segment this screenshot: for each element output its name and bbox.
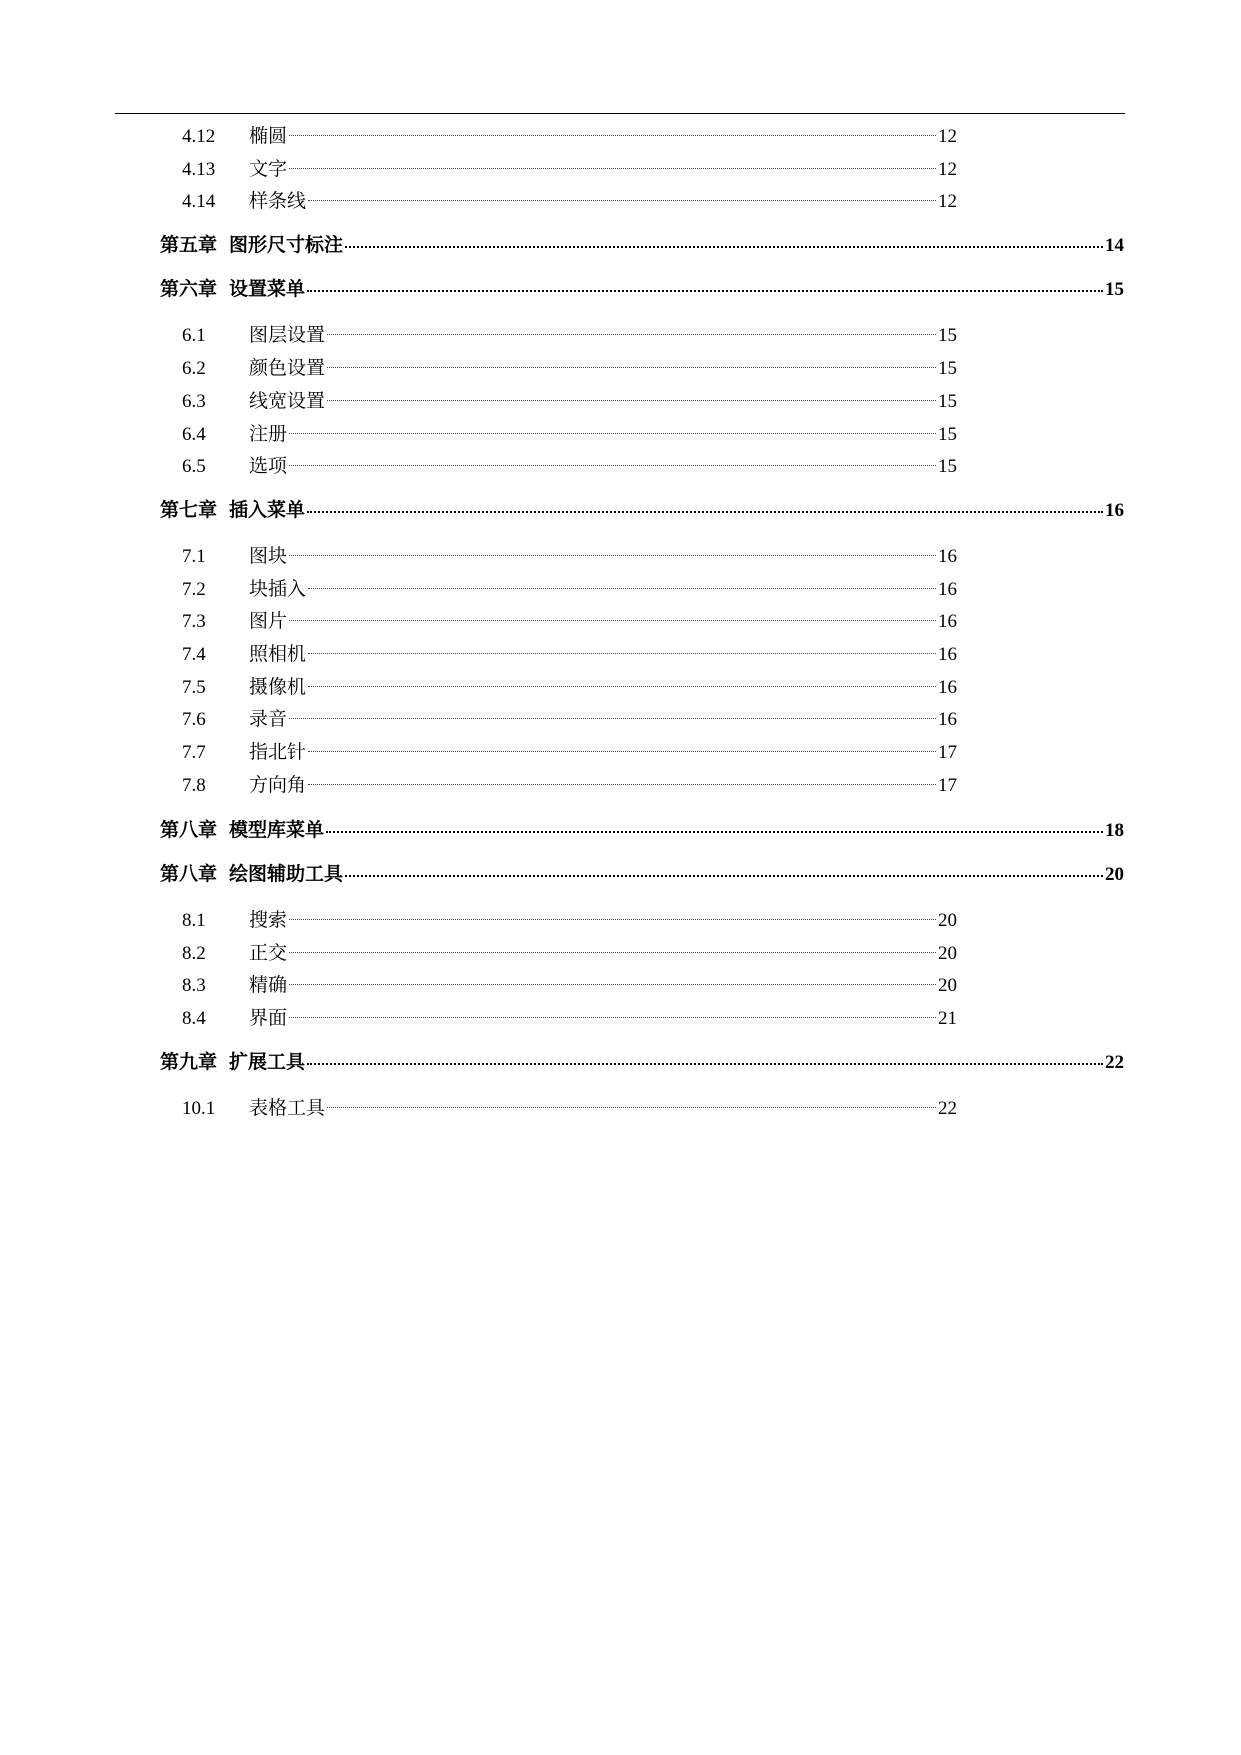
toc-entry-title: 文字	[249, 158, 288, 180]
toc-chapter-6[interactable]	[160, 274, 1124, 304]
toc-entry-page: 16	[938, 611, 957, 632]
toc-entry-number: 7.1	[182, 546, 206, 567]
toc-entry-page: 15	[938, 456, 957, 477]
toc-entry-8-4[interactable]	[182, 1003, 957, 1031]
toc-entry-7-4[interactable]	[182, 639, 957, 667]
toc-entry-title: 正交	[249, 942, 288, 964]
toc-entry-page: 17	[938, 775, 957, 796]
toc-entry-number: 6.4	[182, 424, 206, 445]
toc-entry-number: 10.1	[182, 1098, 216, 1119]
toc-entry-8-1[interactable]	[182, 905, 957, 933]
toc-entry-page: 20	[938, 910, 957, 931]
dot-leader	[289, 463, 936, 466]
toc-chapter-number: 第六章	[160, 278, 218, 300]
toc-chapter-title: 模型库菜单	[229, 819, 325, 841]
dot-leader	[327, 332, 936, 335]
toc-entry-6-2[interactable]	[182, 353, 957, 381]
toc-entry-7-8[interactable]	[182, 770, 957, 798]
toc-entry-number: 8.4	[182, 1008, 206, 1029]
dot-leader	[289, 982, 936, 985]
dot-leader	[326, 829, 1103, 833]
dot-leader	[327, 365, 936, 368]
toc-entry-page: 16	[938, 579, 957, 600]
toc-entry-8-2[interactable]	[182, 938, 957, 966]
toc-chapter-5[interactable]	[160, 230, 1124, 260]
toc-entry-title: 图块	[249, 545, 288, 567]
toc-entry-title: 注册	[249, 423, 288, 445]
toc-chapter-number: 第五章	[160, 234, 218, 256]
toc-entry-7-1[interactable]	[182, 541, 957, 569]
toc-entry-number: 4.14	[182, 191, 216, 212]
toc-entry-number: 7.8	[182, 775, 206, 796]
toc-entry-number: 7.3	[182, 611, 206, 632]
dot-leader	[308, 586, 936, 589]
toc-chapter-page: 14	[1105, 235, 1124, 256]
toc-entry-page: 21	[938, 1008, 957, 1029]
toc-entry-page: 16	[938, 546, 957, 567]
toc-entry-7-3[interactable]	[182, 606, 957, 634]
dot-leader	[289, 716, 936, 719]
toc-entry-page: 15	[938, 325, 957, 346]
toc-entry-title: 表格工具	[249, 1097, 326, 1119]
toc-entry-page: 15	[938, 358, 957, 379]
toc-entry-title: 搜索	[249, 909, 288, 931]
dot-leader	[345, 244, 1103, 248]
dot-leader	[289, 133, 936, 136]
toc-entry-title: 椭圆	[249, 125, 288, 147]
toc-entry-page: 20	[938, 975, 957, 996]
dot-leader	[289, 950, 936, 953]
dot-leader	[308, 684, 936, 687]
dot-leader	[327, 1105, 936, 1108]
toc-entry-6-3[interactable]	[182, 386, 957, 414]
dot-leader	[307, 288, 1103, 292]
toc-chapter-7[interactable]	[160, 495, 1124, 525]
toc-entry-title: 块插入	[249, 578, 307, 600]
toc-entry-10-1[interactable]	[182, 1093, 957, 1121]
toc-entry-page: 16	[938, 677, 957, 698]
toc-chapter-number: 第七章	[160, 499, 218, 521]
dot-leader	[345, 873, 1103, 877]
dot-leader	[307, 1061, 1103, 1065]
toc-chapter-number: 第八章	[160, 863, 218, 885]
toc-chapter-title: 插入菜单	[229, 499, 306, 521]
toc-entry-4-14[interactable]	[182, 186, 957, 214]
toc-entry-title: 样条线	[249, 190, 307, 212]
toc-entry-title: 颜色设置	[249, 357, 326, 379]
toc-entry-number: 6.5	[182, 456, 206, 477]
toc-chapter-title: 绘图辅助工具	[229, 863, 344, 885]
toc-chapter-page: 15	[1105, 279, 1124, 300]
toc-entry-number: 6.2	[182, 358, 206, 379]
toc-entry-page: 15	[938, 391, 957, 412]
toc-entry-6-4[interactable]	[182, 419, 957, 447]
toc-entry-number: 7.2	[182, 579, 206, 600]
toc-entry-7-7[interactable]	[182, 737, 957, 765]
toc-entry-title: 界面	[249, 1007, 288, 1029]
dot-leader	[308, 198, 936, 201]
toc-entry-page: 12	[938, 126, 957, 147]
dot-leader	[289, 618, 936, 621]
toc-entry-title: 指北针	[249, 741, 307, 763]
toc-entry-7-6[interactable]	[182, 704, 957, 732]
toc-chapter-number: 第九章	[160, 1051, 218, 1073]
toc-entry-title: 方向角	[249, 774, 307, 796]
dot-leader	[289, 166, 936, 169]
toc-entry-page: 15	[938, 424, 957, 445]
toc-entry-title: 摄像机	[249, 676, 307, 698]
toc-chapter-8-model-library[interactable]	[160, 815, 1124, 845]
toc-entry-number: 7.6	[182, 709, 206, 730]
toc-chapter-page: 16	[1105, 500, 1124, 521]
toc-entry-title: 精确	[249, 974, 288, 996]
dot-leader	[307, 509, 1103, 513]
toc-entry-6-5[interactable]	[182, 451, 957, 479]
toc-entry-number: 7.5	[182, 677, 206, 698]
toc-entry-page: 22	[938, 1098, 957, 1119]
toc-entry-title: 照相机	[249, 643, 307, 665]
header-rule	[115, 113, 1125, 114]
toc-entry-6-1[interactable]	[182, 320, 957, 348]
dot-leader	[289, 917, 936, 920]
toc-entry-7-5[interactable]	[182, 672, 957, 700]
dot-leader	[308, 782, 936, 785]
toc-entry-4-13[interactable]	[182, 154, 957, 182]
toc-entry-number: 4.12	[182, 126, 216, 147]
toc-entry-title: 图片	[249, 610, 288, 632]
dot-leader	[308, 651, 936, 654]
dot-leader	[308, 749, 936, 752]
toc-entry-page: 16	[938, 644, 957, 665]
toc-chapter-8-drawing-aids[interactable]	[160, 859, 1124, 889]
dot-leader	[327, 398, 936, 401]
toc-entry-number: 4.13	[182, 159, 216, 180]
toc-entry-page: 20	[938, 943, 957, 964]
toc-entry-number: 7.7	[182, 742, 206, 763]
toc-entry-page: 12	[938, 159, 957, 180]
toc-entry-title: 图层设置	[249, 324, 326, 346]
toc-chapter-page: 18	[1105, 820, 1124, 841]
toc-chapter-9[interactable]	[160, 1047, 1124, 1077]
toc-entry-number: 7.4	[182, 644, 206, 665]
toc-entry-4-12[interactable]	[182, 121, 957, 149]
toc-entry-7-2[interactable]	[182, 574, 957, 602]
dot-leader	[289, 1015, 936, 1018]
toc-entry-8-3[interactable]	[182, 970, 957, 998]
toc-entry-number: 8.2	[182, 943, 206, 964]
toc-chapter-title: 图形尺寸标注	[229, 234, 344, 256]
toc-entry-page: 16	[938, 709, 957, 730]
toc-entry-number: 6.3	[182, 391, 206, 412]
dot-leader	[289, 553, 936, 556]
dot-leader	[289, 431, 936, 434]
toc-chapter-number: 第八章	[160, 819, 218, 841]
toc-entry-title: 选项	[249, 455, 288, 477]
toc-entry-page: 17	[938, 742, 957, 763]
toc-chapter-page: 22	[1105, 1052, 1124, 1073]
toc-entry-number: 8.3	[182, 975, 206, 996]
toc-chapter-title: 扩展工具	[229, 1051, 306, 1073]
toc-chapter-title: 设置菜单	[229, 278, 306, 300]
toc-entry-page: 12	[938, 191, 957, 212]
toc-entry-title: 线宽设置	[249, 390, 326, 412]
toc-entry-number: 6.1	[182, 325, 206, 346]
toc-entry-title: 录音	[249, 708, 288, 730]
toc-chapter-page: 20	[1105, 864, 1124, 885]
toc-entry-number: 8.1	[182, 910, 206, 931]
